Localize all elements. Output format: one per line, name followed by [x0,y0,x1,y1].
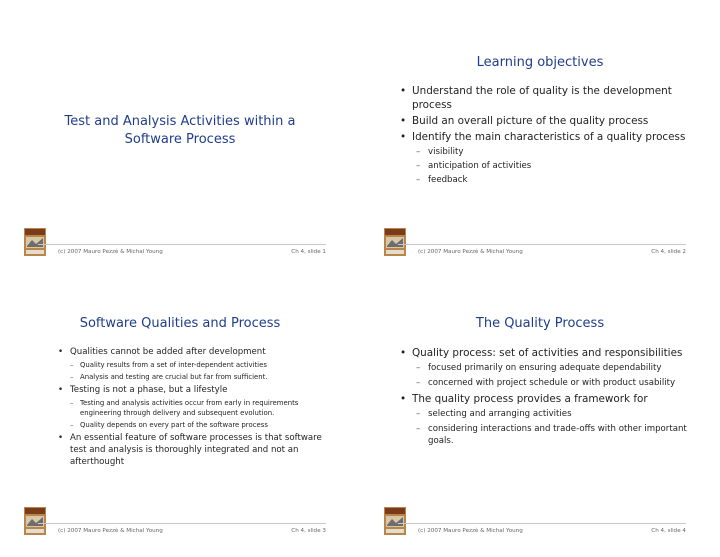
bullet-item: • Testing is not a phase, but a lifestyle [58,385,228,395]
footer-copyright: (c) 2007 Mauro Pezzè & Michal Young [58,528,163,534]
bullet-item: • Qualities cannot be added after development [58,347,266,357]
bullet-item: • Quality process: set of activities and responsibilities [400,347,683,359]
footer-copyright: (c) 2007 Mauro Pezzè & Michal Young [58,249,163,255]
footer-slide-number: Ch 4, slide 4 [651,528,686,534]
bullet-dot-icon: • [400,393,407,405]
footer-copyright: (c) 2007 Mauro Pezzè & Michal Young [418,249,523,255]
slide-footer [398,523,686,534]
footer-slide-number: Ch 4, slide 2 [651,249,686,255]
slide-title: The Quality Process [475,316,605,331]
slide-footer [38,244,326,255]
slide-2 [360,0,720,278]
sub-bullet-item: – visibility [416,147,464,157]
bullet-dot-icon: • [58,385,64,395]
bullet-dot-icon: • [58,433,64,443]
dash-icon: – [416,409,421,419]
dash-icon: – [416,363,421,373]
slide-title: Learning objectives [476,55,604,70]
bullet-item: • Identify the main characteristics of a quality process [400,131,686,143]
dash-icon: – [70,421,74,429]
bullet-item: • Understand the role of quality is the development process [400,85,672,111]
slide-3 [0,279,360,557]
sub-bullet-item: – focused primarily on ensuring adequate dependability [416,363,662,373]
dash-icon: – [70,399,74,407]
sub-bullet-item: – anticipation of activities [416,161,532,171]
bullet-dot-icon: • [400,131,407,143]
slide-footer [398,244,686,255]
footer-slide-number: Ch 4, slide 1 [291,249,326,255]
dash-icon: – [416,175,421,185]
dash-icon: – [416,378,421,388]
sub-bullet-item: – concerned with project schedule or with product usability [416,378,676,388]
book-logo-icon [384,228,406,256]
book-logo-icon [384,507,406,535]
slide-body [400,346,706,450]
sub-bullet-item: – Analysis and testing are crucial but far from sufficient. [70,373,268,381]
bullet-dot-icon: • [400,115,407,127]
sub-bullet-item: – Testing and analysis activities occur from early in requirements engineering through delivery and subsequent evolution. [70,399,299,417]
bullet-dot-icon: • [58,347,64,357]
book-logo-icon [24,507,46,535]
slide-title: Test and Analysis Activities within a Software Process [64,114,296,147]
slide-1 [0,0,360,278]
sub-bullet-item: – considering interactions and trade-offs with other important goals. [416,424,687,446]
bullet-item: • The quality process provides a framework for [400,393,648,405]
sub-bullet-item: – selecting and arranging activities [416,409,572,419]
dash-icon: – [416,147,421,157]
slide-body [400,84,706,188]
dash-icon: – [70,361,74,369]
bullet-item: • An essential feature of software processes is that software test and analysis is thoroughly integrated and not an afterthought [58,433,322,467]
sub-bullet-item: – Quality results from a set of inter-dependent activities [70,361,267,369]
bullet-dot-icon: • [400,85,407,97]
footer-copyright: (c) 2007 Mauro Pezzè & Michal Young [418,528,523,534]
bullet-dot-icon: • [400,347,407,359]
bullet-item: • Build an overall picture of the quality process [400,115,649,127]
dash-icon: – [416,424,421,434]
slide-4 [360,279,720,557]
dash-icon: – [70,373,74,381]
footer-slide-number: Ch 4, slide 3 [291,528,326,534]
book-logo-icon [24,228,46,256]
slide-body [58,346,336,470]
slide-title: Software Qualities and Process [79,316,281,331]
slide-footer [38,523,326,534]
sub-bullet-item: – Quality depends on every part of the software process [70,421,268,429]
dash-icon: – [416,161,421,171]
sub-bullet-item: – feedback [416,175,468,185]
